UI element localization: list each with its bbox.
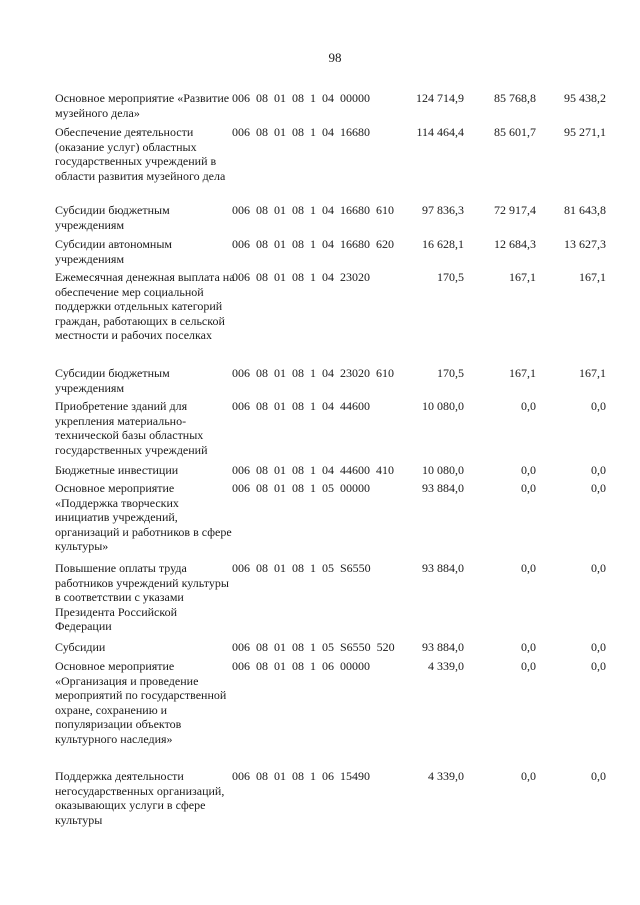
budget-code: 006 08 01 08 1 04 00000 [232,91,370,105]
value-year-2: 0,0 [521,399,536,413]
value-year-3: 0,0 [591,463,606,477]
item-name: Субсидии бюджетным учреждениям [55,203,170,232]
value-year-2: 85 768,8 [494,91,536,105]
value-year-3: 0,0 [591,769,606,783]
item-name: Субсидии бюджетным учреждениям [55,366,170,395]
budget-code: 006 08 01 08 1 04 16680 620 [232,237,394,251]
budget-code: 006 08 01 08 1 05 S6550 [232,561,371,575]
value-year-1: 93 884,0 [422,561,464,575]
budget-code: 006 08 01 08 1 04 16680 [232,125,370,139]
value-year-2: 0,0 [521,659,536,673]
item-name: Поддержка деятельности негосударственных организаций, оказывающих услуги в сфере культуры [55,769,225,827]
value-year-3: 95 438,2 [564,91,606,105]
page-number: 98 [328,50,342,65]
value-year-3: 167,1 [579,270,606,284]
value-year-1: 170,5 [437,270,464,284]
budget-code: 006 08 01 08 1 06 00000 [232,659,370,673]
item-name: Основное мероприятие «Организация и проведение мероприятий по государственной охране, сохранению и популяризации объектов культурного наследия» [55,659,227,746]
budget-code: 006 08 01 08 1 06 15490 [232,769,370,783]
value-year-1: 97 836,3 [422,203,464,217]
value-year-3: 95 271,1 [564,125,606,139]
value-year-1: 93 884,0 [422,481,464,495]
value-year-1: 4 339,0 [428,769,464,783]
value-year-2: 167,1 [509,270,536,284]
item-name: Основное мероприятие «Развитие музейного дела» [55,91,230,120]
value-year-2: 85 601,7 [494,125,536,139]
value-year-3: 167,1 [579,366,606,380]
value-year-2: 0,0 [521,640,536,654]
value-year-2: 0,0 [521,463,536,477]
value-year-2: 167,1 [509,366,536,380]
value-year-2: 0,0 [521,769,536,783]
budget-code: 006 08 01 08 1 04 16680 610 [232,203,394,217]
item-name: Ежемесячная денежная выплата на обеспечение мер социальной поддержки отдельных категорий граждан, работающих в сельской местности и рабочих поселках [55,270,235,343]
budget-code: 006 08 01 08 1 05 00000 [232,481,370,495]
value-year-3: 81 643,8 [564,203,606,217]
value-year-1: 16 628,1 [422,237,464,251]
value-year-1: 10 080,0 [422,463,464,477]
budget-code: 006 08 01 08 1 04 23020 [232,270,370,284]
value-year-2: 0,0 [521,561,536,575]
value-year-2: 12 684,3 [494,237,536,251]
value-year-2: 0,0 [521,481,536,495]
value-year-1: 114 464,4 [416,125,464,139]
item-name: Субсидии [55,640,106,654]
value-year-3: 13 627,3 [564,237,606,251]
item-name: Основное мероприятие «Поддержка творческих инициатив учреждений, организаций и работников в сфере культуры» [55,481,232,554]
value-year-1: 170,5 [437,366,464,380]
item-name: Приобретение зданий для укрепления материально-технической базы областных государственных учреждений [55,399,208,457]
budget-code: 006 08 01 08 1 04 23020 610 [232,366,394,380]
budget-code: 006 08 01 08 1 04 44600 [232,399,370,413]
value-year-3: 0,0 [591,561,606,575]
value-year-1: 93 884,0 [422,640,464,654]
item-name: Обеспечение деятельности (оказание услуг) областных государственных учреждений в области развития музейного дела [55,125,226,183]
value-year-3: 0,0 [591,481,606,495]
budget-code: 006 08 01 08 1 04 44600 410 [232,463,394,477]
item-name: Бюджетные инвестиции [55,463,179,477]
value-year-1: 10 080,0 [422,399,464,413]
value-year-3: 0,0 [591,399,606,413]
value-year-3: 0,0 [591,640,606,654]
item-name: Повышение оплаты труда работников учреждений культуры в соответствии с указами Президента Российской Федерации [55,561,229,634]
value-year-1: 4 339,0 [428,659,464,673]
value-year-2: 72 917,4 [494,203,536,217]
item-name: Субсидии автономным учреждениям [55,237,172,266]
value-year-3: 0,0 [591,659,606,673]
budget-code: 006 08 01 08 1 05 S6550 520 [232,640,395,654]
value-year-1: 124 714,9 [416,91,464,105]
